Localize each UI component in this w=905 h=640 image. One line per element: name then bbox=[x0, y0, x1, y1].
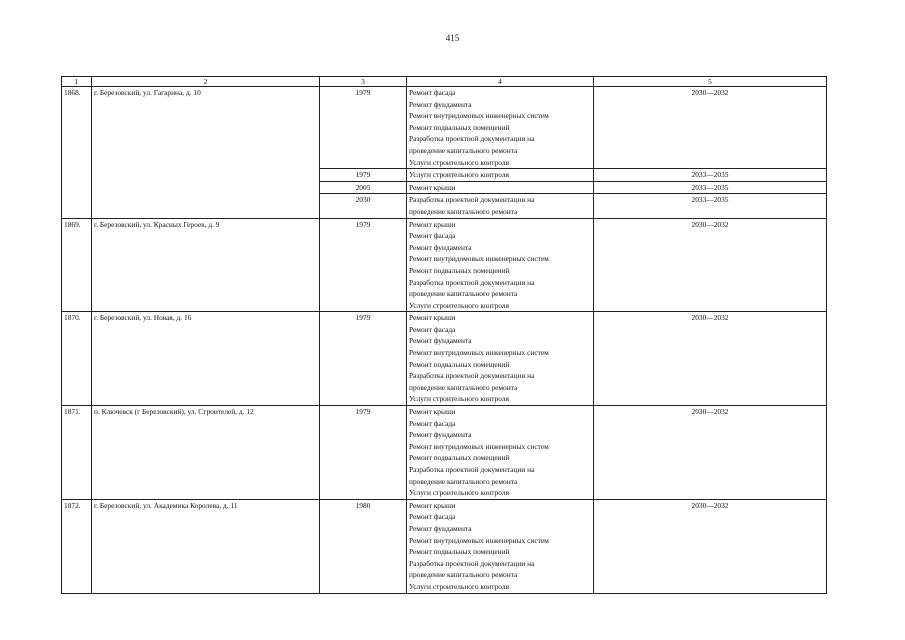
work-item: Разработка проектной документации на bbox=[409, 195, 535, 205]
work-item: Ремонт фундамента bbox=[409, 523, 472, 533]
header-cell-4: 4 bbox=[407, 77, 594, 87]
work-item: Ремонт подвальных помещений bbox=[409, 359, 510, 369]
header-cell-2: 2 bbox=[92, 77, 320, 87]
work-item: Разработка проектной документации на bbox=[409, 134, 535, 144]
work-item: Ремонт крыши bbox=[409, 407, 456, 417]
work-item: Ремонт фундамента bbox=[409, 99, 472, 109]
term-cell: 2033—2035 bbox=[594, 194, 827, 218]
work-item: Услуги строительного контроля bbox=[409, 300, 509, 310]
work-item: Ремонт крыши bbox=[409, 313, 456, 323]
work-item: Ремонт фасада bbox=[409, 88, 456, 97]
work-item: Ремонт подвальных помещений bbox=[409, 547, 510, 557]
address-cell: г. Березовский, ул. Академика Королева, д. 11 bbox=[92, 499, 320, 593]
year-cell: 1979 bbox=[320, 87, 407, 169]
work-item: Услуги строительного контроля bbox=[409, 394, 509, 404]
work-item: Услуги строительного контроля bbox=[409, 488, 509, 498]
work-item: Ремонт подвальных помещений bbox=[409, 122, 510, 132]
table-row bbox=[62, 312, 827, 406]
header-cell-5: 5 bbox=[594, 77, 827, 87]
works-cell bbox=[407, 181, 594, 194]
work-item: Ремонт крыши bbox=[409, 500, 456, 510]
work-item: Ремонт крыши bbox=[409, 219, 456, 229]
work-item: Ремонт фасада bbox=[409, 324, 456, 334]
entry-number: 1868. bbox=[62, 87, 92, 219]
term-cell: 2033—2035 bbox=[594, 181, 827, 194]
work-item: проведение капитального ремонта bbox=[409, 382, 518, 392]
address-cell: г. Березовский, ул. Красных Героев, д. 9 bbox=[92, 218, 320, 312]
year-cell: 2005 bbox=[320, 181, 407, 194]
work-item: Ремонт фундамента bbox=[409, 336, 472, 346]
works-cell bbox=[407, 218, 594, 312]
works-cell bbox=[407, 194, 594, 218]
work-item: Разработка проектной документации на bbox=[409, 371, 535, 381]
address-cell: г. Березовский, ул. Гагарина, д. 10 bbox=[92, 87, 320, 219]
table-body bbox=[62, 77, 827, 594]
year-cell: 1979 bbox=[320, 406, 407, 500]
work-item: Разработка проектной документации на bbox=[409, 277, 535, 287]
work-item: Ремонт подвальных помещений bbox=[409, 265, 510, 275]
work-item: Ремонт внутридомовых инженерных систем bbox=[409, 441, 549, 451]
work-item: Ремонт фундамента bbox=[409, 430, 472, 440]
year-cell: 2030 bbox=[320, 194, 407, 218]
work-item: Разработка проектной документации на bbox=[409, 465, 535, 474]
year-cell: 1979 bbox=[320, 218, 407, 312]
entry-number: 1869. bbox=[62, 218, 92, 312]
address-cell: п. Ключевск (г Березовский), ул. Строителей, д. 12 bbox=[92, 406, 320, 500]
work-item: Ремонт фасада bbox=[409, 512, 456, 522]
year-cell: 1979 bbox=[320, 169, 407, 182]
work-item: Ремонт внутридомовых инженерных систем bbox=[409, 111, 549, 121]
work-item: Ремонт подвальных помещений bbox=[409, 453, 510, 463]
work-item: Ремонт фасада bbox=[409, 418, 456, 428]
work-item: Услуги строительного контроля bbox=[409, 157, 509, 167]
term-cell: 2033—2035 bbox=[594, 169, 827, 182]
page-number: 415 bbox=[445, 33, 460, 43]
term-cell: 2030—2032 bbox=[594, 87, 827, 169]
works-cell bbox=[407, 169, 594, 182]
entry-number: 1871. bbox=[62, 406, 92, 500]
entry-number: 1870. bbox=[62, 312, 92, 406]
works-cell bbox=[407, 406, 594, 500]
works-cell bbox=[407, 312, 594, 406]
work-item: Разработка проектной документации на bbox=[409, 558, 535, 568]
header-row bbox=[62, 77, 827, 87]
repair-schedule-table bbox=[61, 76, 827, 594]
address-cell: г. Березовский, ул. Новая, д. 16 bbox=[92, 312, 320, 406]
work-item: Ремонт фасада bbox=[409, 231, 456, 241]
work-item: Ремонт внутридомовых инженерных систем bbox=[409, 535, 549, 545]
work-item: проведение капитального ремонта bbox=[409, 476, 518, 486]
table-row bbox=[62, 218, 827, 312]
header-cell-3: 3 bbox=[320, 77, 407, 87]
work-item: Услуги строительного контроля bbox=[409, 581, 509, 591]
work-item: проведение капитального ремонта bbox=[409, 145, 518, 155]
year-cell: 1980 bbox=[320, 499, 407, 593]
work-item: Ремонт внутридомовых инженерных систем bbox=[409, 254, 549, 264]
work-item: Услуги строительного контроля bbox=[409, 170, 509, 180]
work-item: проведение капитального ремонта bbox=[409, 206, 518, 216]
entry-number: 1872. bbox=[62, 499, 92, 593]
work-item: Ремонт фундамента bbox=[409, 242, 472, 252]
work-item: Ремонт внутридомовых инженерных систем bbox=[409, 348, 549, 358]
term-cell: 2030—2032 bbox=[594, 218, 827, 312]
works-cell bbox=[407, 87, 594, 169]
work-item: Ремонт крыши bbox=[409, 182, 456, 192]
term-cell: 2030—2032 bbox=[594, 499, 827, 593]
table-row bbox=[62, 499, 827, 593]
term-cell: 2030—2032 bbox=[594, 406, 827, 500]
works-cell bbox=[407, 499, 594, 593]
table-row bbox=[62, 87, 827, 169]
work-item: проведение капитального ремонта bbox=[409, 570, 518, 580]
table-row bbox=[62, 406, 827, 500]
year-cell: 1979 bbox=[320, 312, 407, 406]
term-cell: 2030—2032 bbox=[594, 312, 827, 406]
header-cell-1: 1 bbox=[62, 77, 92, 87]
work-item: проведение капитального ремонта bbox=[409, 289, 518, 299]
